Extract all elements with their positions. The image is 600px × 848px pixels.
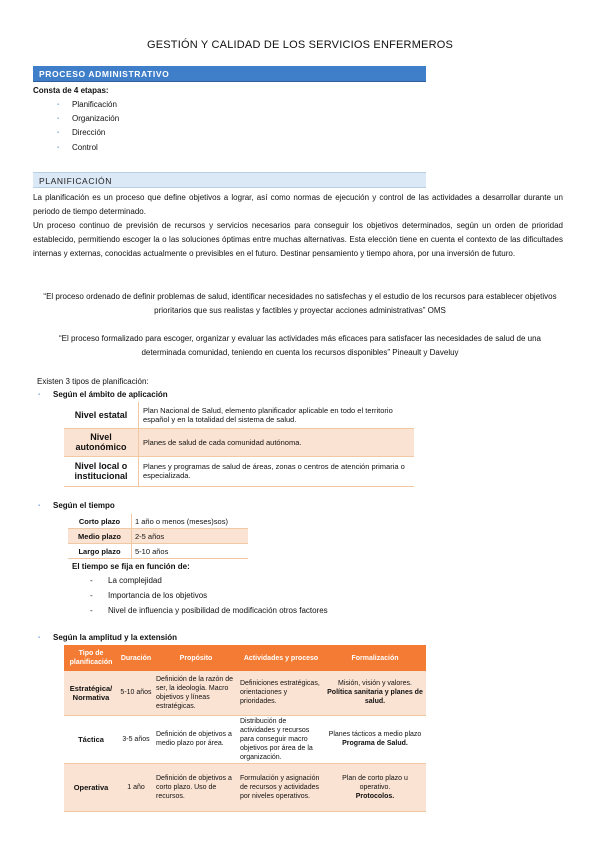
table-row [64, 671, 426, 715]
page-title: GESTIÓN Y CALIDAD DE LOS SERVICIOS ENFERMEROS [146, 39, 454, 51]
ambito-desc: Planes y programas de salud de áreas, zonas o centros de atención primaria o especializada. [139, 456, 415, 486]
table-row [64, 428, 414, 456]
factor-item: - Importancia de los objetivos [108, 590, 207, 602]
table-header-row [64, 645, 426, 671]
table-row [68, 529, 248, 544]
etapa-item: ▪ Planificación [72, 99, 117, 111]
formalizacion-bold: Programa de Salud. [342, 740, 408, 747]
ambito-desc: Planes de salud de cada comunidad autónoma. [139, 428, 415, 456]
cell-tipo: Operativa [64, 763, 118, 811]
cell-actividades: Definiciones estratégicas, orientaciones y prioridades. [238, 671, 324, 715]
tiempo-table [68, 514, 248, 559]
cell-duracion: 1 año [118, 763, 154, 811]
col-header-formalizacion: Formalización [324, 645, 426, 671]
factor-item: - La complejidad [108, 575, 162, 587]
table-row [64, 402, 414, 428]
section-header-proceso: PROCESO ADMINISTRATIVO [33, 66, 426, 82]
tiempo-plazo: Corto plazo [68, 514, 132, 529]
cell-formalizacion [324, 763, 426, 811]
tiempo-valor: 1 año o menos (meses)sos) [132, 514, 249, 529]
ambito-label: ▪ Según el ámbito de aplicación [53, 389, 168, 401]
cell-tipo: Estratégica/ Normativa [64, 671, 118, 715]
col-header-tipo: Tipo de planificación [64, 645, 118, 671]
col-header-proposito: Propósito [154, 645, 238, 671]
table-row [68, 544, 248, 559]
table-row [64, 715, 426, 763]
table-row [64, 763, 426, 811]
cell-proposito: Definición de objetivos a corto plazo. Uso de recursos. [154, 763, 238, 811]
cell-proposito: Definición de objetivos a medio plazo por área. [154, 715, 238, 763]
paragraph-proceso: Un proceso continuo de previsión de recursos y servicios necesarios para conseguir los objetivos determinados, según un orden de prioridad establecido, permitiendo escoger la o las soluciones óptimas entre muchas alternativas. Esta elección tiene en cuenta el contexto de las dificultades internas y externas, conocidas actualmente o previsibles en el futuro. Destinar pensamiento y tiempo ahora, por una inversión de futuro. [33, 221, 563, 258]
table-row [64, 456, 414, 486]
etapa-item: ▪ Control [72, 142, 98, 154]
col-header-duracion: Duración [118, 645, 154, 671]
ambito-nivel: Nivel estatal [64, 402, 139, 428]
cell-formalizacion [324, 715, 426, 763]
cell-proposito: Definición de la razón de ser, la ideología. Macro objetivos y líneas estratégicas. [154, 671, 238, 715]
quote-pineault [40, 332, 560, 360]
proceso-intro: Consta de 4 etapas: [33, 86, 109, 95]
table-row [68, 514, 248, 529]
etapa-item: ▪ Dirección [72, 127, 105, 139]
tiempo-plazo: Largo plazo [68, 544, 132, 559]
factor-item: - Nivel de influencia y posibilidad de modificación otros factores [108, 605, 328, 617]
formalizacion-text: Plan de corto plazo u operativo. [342, 774, 408, 791]
cell-actividades: Distribución de actividades y recursos para conseguir macro objetivos por área de la organización. [238, 715, 324, 763]
ambito-desc: Plan Nacional de Salud, elemento planificador aplicable en todo el territorio español y en la totalidad del sistema de salud. [139, 402, 415, 428]
formalizacion-bold: Política sanitaria y planes de salud. [327, 689, 423, 706]
tipos-intro: Existen 3 tipos de planificación: [37, 377, 149, 386]
cell-duracion: 5-10 años [118, 671, 154, 715]
tiempo-valor: 2-5 años [132, 529, 249, 544]
tiempo-valor: 5-10 años [132, 544, 249, 559]
amplitud-label: ▪ Según la amplitud y la extensión [53, 632, 177, 644]
quote-author: Pineault y Daveluy [392, 348, 459, 357]
section-header-planificacion: PLANIFICACIÓN [33, 172, 426, 188]
formalizacion-text: Misión, visión y valores. [338, 680, 412, 688]
tiempo-label: ▪ Según el tiempo [53, 500, 115, 512]
col-header-actividades: Actividades y proceso [238, 645, 324, 671]
ambito-table [64, 402, 414, 487]
cell-tipo: Táctica [64, 715, 118, 763]
formalizacion-text: Planes tácticos a medio plazo [328, 731, 422, 738]
formalizacion-bold: Protocolos. [355, 792, 395, 800]
quote-text: “El proceso formalizado para escoger, organizar y evaluar las actividades más eficaces para satisfacer las necesidades de salud de una determinada comunidad, teniendo en cuenta los recursos disponibles” [58, 334, 542, 357]
amplitud-table [64, 645, 426, 812]
quote-oms: “El proceso ordenado de definir problemas de salud, identificar necesidades no satisfechas y el estudio de los recursos para establecer objetivos prioritarios que sus realistas y factibles y proyectar acciones administrativas” OMS [43, 292, 557, 315]
cell-formalizacion [324, 671, 426, 715]
cell-actividades: Formulación y asignación de recursos y actividades por niveles operativos. [238, 763, 324, 811]
cell-duracion: 3-5 años [118, 715, 154, 763]
ambito-nivel: Nivel local o institucional [64, 456, 139, 486]
paragraph-definicion: La planificación es un proceso que define objetivos a lograr, así como normas de ejecución y control de las actividades a desarrollar durante un periodo de tiempo determinado. [33, 193, 563, 216]
fija-intro: El tiempo se fija en función de: [72, 562, 190, 571]
ambito-nivel: Nivel autonómico [64, 428, 139, 456]
etapa-item: ▪ Organización [72, 113, 119, 125]
tiempo-plazo: Medio plazo [68, 529, 132, 544]
